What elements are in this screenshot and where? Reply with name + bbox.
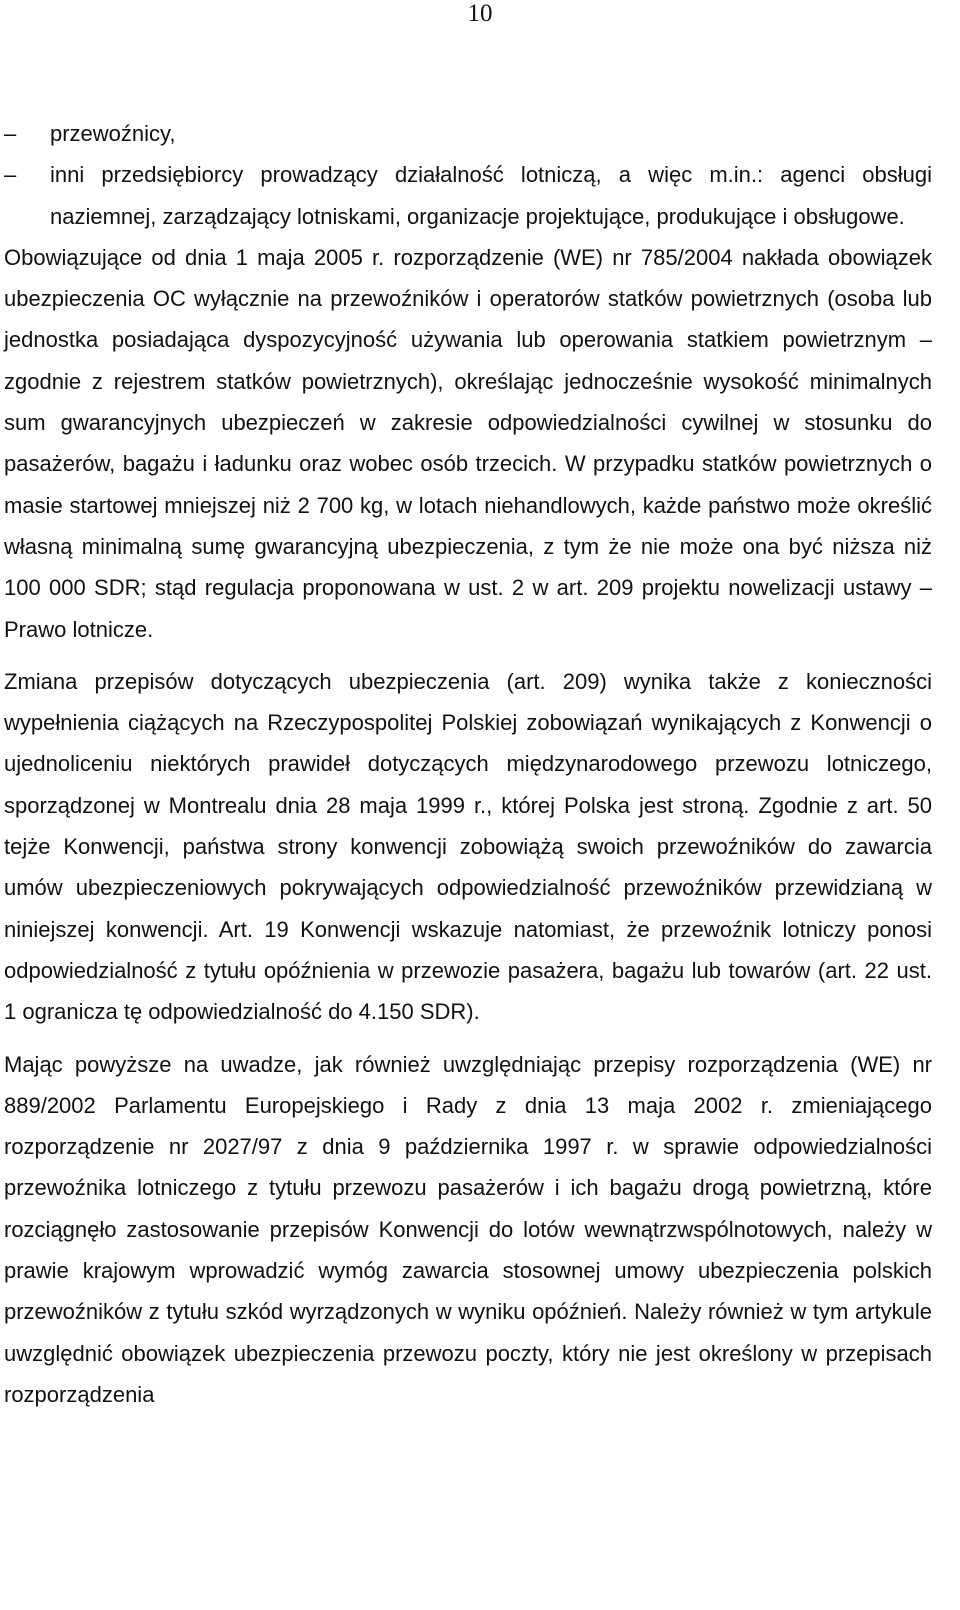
document-body [4,113,932,1415]
paragraph-gap [4,1033,932,1044]
paragraph-gap [4,650,932,661]
paragraph: Mając powyższe na uwadze, jak również uwzględniając przepisy rozporządzenia (WE) nr 889/2002 Parlamentu Europejskiego i Rady z dnia 13 maja 2002 r. zmieniającego rozporządzenie nr 2027/97 z dnia 9 października 1997 r. w sprawie odpowiedzialności przewoźnika lotniczego z tytułu przewozu pasażerów i ich bagażu drogą powietrzną, które rozciągnęło zastosowanie przepisów Konwencji do lotów wewnątrzwspólnotowych, należy w prawie krajowym wprowadzić wymóg zawarcia stosownej umowy ubezpieczenia polskich przewoźników z tytułu szkód wyrządzonych w wyniku opóźnień. Należy również w tym artykule uwzględnić obowiązek ubezpieczenia przewozu poczty, który nie jest określony w przepisach rozporządzenia [4,1051,932,1407]
list-item [4,113,932,154]
paragraph: Obowiązujące od dnia 1 maja 2005 r. rozporządzenie (WE) nr 785/2004 nakłada obowiązek ubezpieczenia OC wyłącznie na przewoźników i operatorów statków powietrznych (osoba lub jednostka posiadająca dyspozycyjność używania lub operowania statkiem powietrznym – zgodnie z rejestrem statków powietrznych), określając jednocześnie wysokość minimalnych sum gwarancyjnych ubezpieczeń w zakresie odpowiedzialności cywilnej w stosunku do pasażerów, bagażu i ładunku oraz wobec osób trzecich. W przypadku statków powietrznych o masie startowej mniejszej niż 2 700 kg, w lotach niehandlowych, każde państwo może określić własną minimalną sumę gwarancyjną ubezpieczenia, z tym że nie może ona być niższa niż 100 000 SDR; stąd regulacja proponowana w ust. 2 w art. 209 projektu nowelizacji ustawy – Prawo lotnicze. [4,244,932,642]
list-dash: – [4,121,17,146]
list-item-text: inni przedsiębiorcy prowadzący działalność lotniczą, a więc m.in.: agenci obsługi naziemnej, zarządzający lotniskami, organizacje projektujące, produkujące i obsługowe. [50,162,932,229]
page-number: 10 [467,0,493,27]
paragraph: Zmiana przepisów dotyczących ubezpieczenia (art. 209) wynika także z konieczności wypełnienia ciążących na Rzeczypospolitej Polskiej zobowiązań wynikających z Konwencji o ujednoliceniu niektórych prawideł dotyczących międzynarodowego przewozu lotniczego, sporządzonej w Montrealu dnia 28 maja 1999 r., której Polska jest stroną. Zgodnie z art. 50 tejże Konwencji, państwa strony konwencji zobowiążą swoich przewoźników do zawarcia umów ubezpieczeniowych pokrywających odpowiedzialność przewoźników przewidzianą w niniejszej konwencji. Art. 19 Konwencji wskazuje natomiast, że przewoźnik lotniczy ponosi odpowiedzialność z tytułu opóźnienia w przewozie pasażera, bagażu lub towarów (art. 22 ust. 1 ogranicza tę odpowiedzialność do 4.150 SDR). [4,668,932,1025]
list-item-text: przewoźnicy, [50,121,176,146]
list-item [4,154,932,237]
list-dash: – [4,162,17,188]
